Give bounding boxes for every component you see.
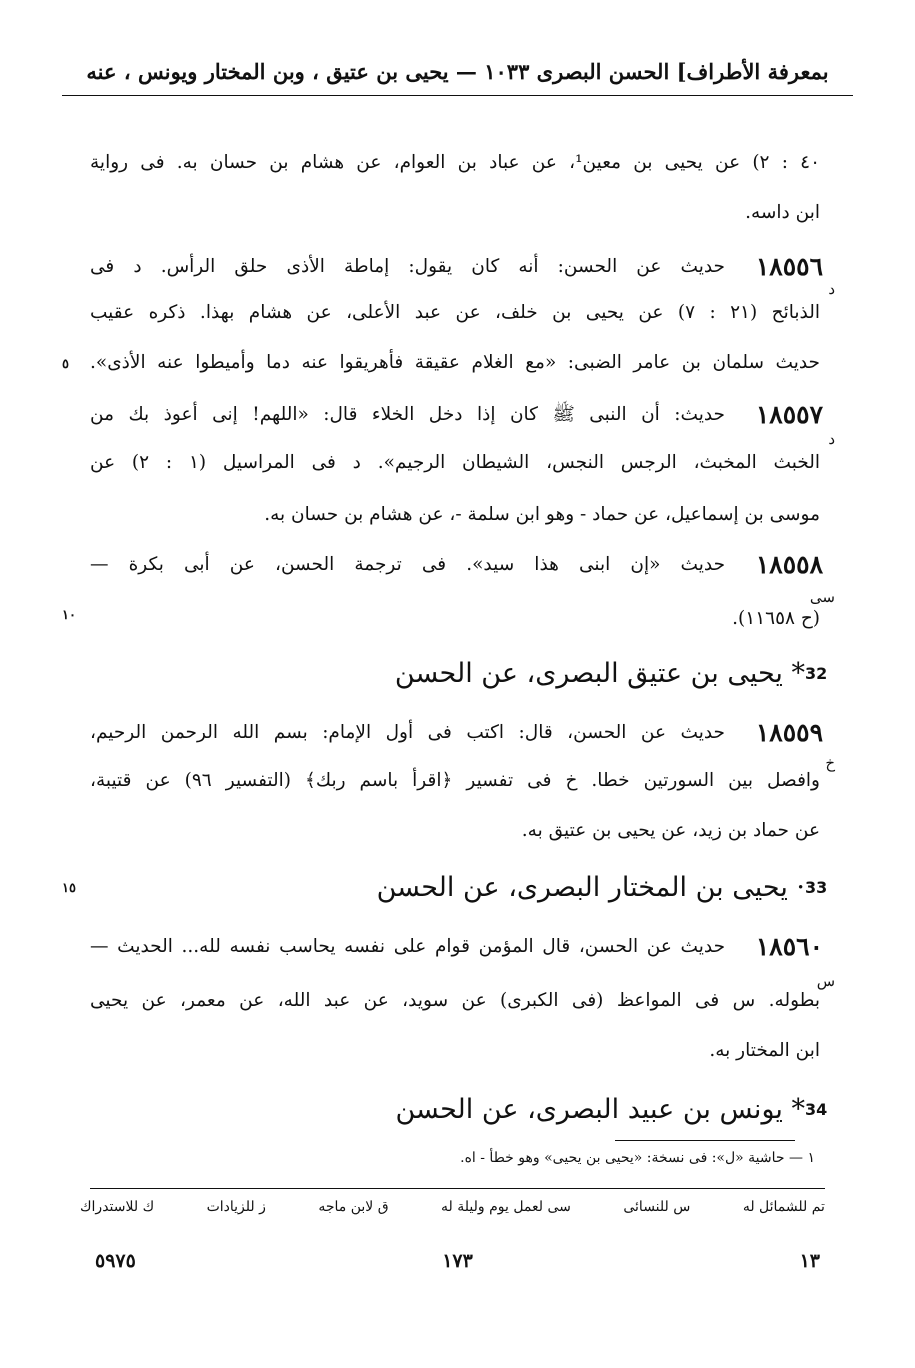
legend-item: سى لعمل يوم وليلة له [441,1199,571,1215]
line-number-5: ٥ [62,357,69,372]
margin-siglum: د [828,430,835,448]
legend-rule [90,1188,825,1189]
hadith-first-line: حديث عن الحسن، قال المؤمن قوام على نفسه يحاسب نفسه لله... الحديث — [90,936,725,957]
legend-item: ك للاستدراك [80,1199,155,1215]
hadith-number: ١٨٥٥٧ [755,400,823,429]
text-line: موسى بن إسماعيل، عن حماد - وهو ابن سلمة -، عن هشام بن حسان به. [264,504,820,525]
running-head: بمعرفة الأطراف] الحسن البصرى ١٠٣٣ — يحيى بن عتيق ، وبن المختار ويونس ، عنه [86,59,829,84]
hadith-number: ١٨٥٦٠ [755,932,823,961]
text-line: بطوله. س فى المواعظ (فى الكبرى) عن سويد، عن عبد الله، عن معمر، عن يحيى [90,990,820,1011]
hadith-first-line: حديث عن الحسن، قال: اكتب فى أول الإمام: بسم الله الرحمن الرحيم، [90,722,725,743]
text-line: عن حماد بن زيد، عن يحيى بن عتيق به. [521,820,820,841]
legend-item: ز للزيادات [206,1199,266,1215]
footnote-rule [615,1140,795,1141]
legend-item: تم للشمائل له [742,1199,825,1215]
margin-siglum: سى [809,588,835,606]
text-line: ٤٠ : ٢) عن يحيى بن معين¹، عن عباد بن العوام، عن هشام بن حسان به. فى رواية [90,152,820,173]
serial-number: ٥٩٧٥ [95,1250,136,1272]
section-number: 32 [805,664,828,683]
legend-item: ق لابن ماجه [318,1199,389,1215]
sigla-legend [80,1192,825,1222]
margin-siglum: س [816,972,835,990]
text-line: الذبائح (٢١ : ٧) عن يحيى بن خلف، عن عبد الأعلى، عن هشام بهذا. ذكره عقيب [90,302,820,323]
line-number-15: ١٥ [62,881,76,896]
footnote: ١ — حاشية «ل»: فى نسخة: «يحيى بن يحيى» وهو خطأ - اه. [460,1150,815,1166]
page-number: ١٧٣ [442,1250,473,1272]
margin-siglum: خ [825,754,835,772]
header-rule [62,95,853,96]
section-number: 34 [805,1100,828,1119]
text-line: حديث سلمان بن عامر الضبى: «مع الغلام عقيقة فأهريقوا عنه دما وأميطوا عنه الأذى». [90,352,820,373]
line-number-10: ١٠ [62,608,76,623]
text-line: (ح ١١٦٥٨). [732,608,820,629]
sheet-number: ١٣ [799,1250,820,1272]
hadith-first-line: حديث «إن ابنى هذا سيد». فى ترجمة الحسن، عن أبى بكرة — [90,554,725,575]
text-line: الخبث المخبث، الرجس النجس، الشيطان الرجيم». د فى المراسيل (١ : ٢) عن [90,452,820,473]
section-title: · يحيى بن المختار البصرى، عن الحسن [376,872,805,903]
hadith-number: ١٨٥٥٩ [755,718,823,747]
hadith-number: ١٨٥٥٨ [755,550,823,579]
text-line: ابن داسه. [745,202,820,223]
hadith-first-line: حديث: أن النبى ﷺ كان إذا دخل الخلاء قال: «اللهم! إنى أعوذ بك من [90,404,725,425]
hadith-first-line: حديث عن الحسن: أنه كان يقول: إماطة الأذى حلق الرأس. د فى [90,256,725,277]
text-line: وافصل بين السورتين خطا. خ فى تفسير ﴿اقرأ باسم ربك﴾ (التفسير ٩٦) عن قتيبة، [90,770,820,791]
section-title: * يحيى بن عتيق البصرى، عن الحسن [394,658,805,689]
section-title: * يونس بن عبيد البصرى، عن الحسن [395,1094,805,1125]
text-line: ابن المختار به. [709,1040,820,1061]
legend-item: س للنسائى [623,1199,691,1215]
section-number: 33 [805,878,828,897]
margin-siglum: د [828,280,835,298]
hadith-number: ١٨٥٥٦ [755,252,823,281]
